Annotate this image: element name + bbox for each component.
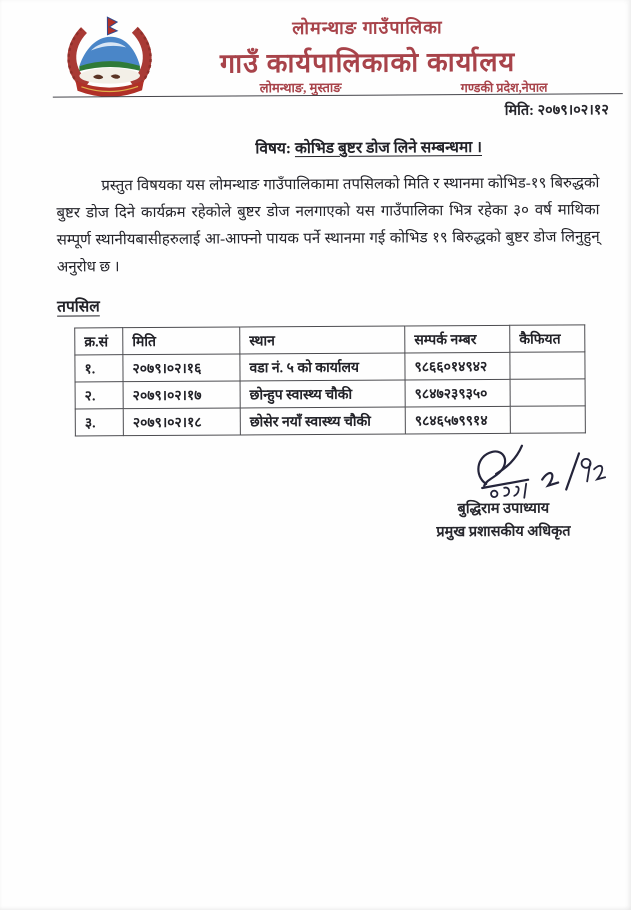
province-name: गण्डकी प्रदेश,नेपाल xyxy=(460,80,548,96)
cell-place: वडा नं. ५ को कार्यालय xyxy=(240,353,405,381)
cell-contact: ९८६६०१४९४२ xyxy=(405,352,510,380)
cell-date: २०७९।०२।१८ xyxy=(123,408,240,436)
signatory-name: बुद्धिराम उपाध्याय xyxy=(457,500,550,518)
subject-text: कोभिड बुष्टर डोज लिने सम्बन्धमा । xyxy=(294,138,483,158)
letterhead-text xyxy=(107,14,627,81)
cell-remarks xyxy=(510,352,585,379)
cell-date: २०७९।०२।१७ xyxy=(123,381,240,409)
header-place: स्थान xyxy=(240,326,405,354)
subject-line xyxy=(108,134,629,159)
header-contact: सम्पर्क नम्बर xyxy=(405,325,510,353)
date-label: मिति: xyxy=(504,102,535,119)
cell-serial: १. xyxy=(75,355,123,382)
cell-date: २०७९।०२।१६ xyxy=(123,354,240,382)
municipality-name: लोमन्थाङ गाउँपालिका xyxy=(292,17,443,39)
table-header-row xyxy=(75,325,585,355)
cell-serial: २. xyxy=(75,382,123,409)
cell-contact: ९८४६५७९९१४ xyxy=(405,406,510,434)
cell-remarks xyxy=(510,406,585,433)
header-date: मिति xyxy=(123,327,240,355)
letterhead xyxy=(0,0,629,99)
subject-label: विषय: xyxy=(255,140,292,158)
signatory-designation: प्रमुख प्रशासकीय अधिकृत xyxy=(436,523,571,541)
date-line xyxy=(0,99,629,123)
cell-contact: ९८४७२३९३५० xyxy=(405,379,510,407)
office-address: लोमन्थाङ, मुस्ताङ xyxy=(259,79,342,96)
signatory-block xyxy=(398,497,608,544)
cell-remarks xyxy=(510,379,585,406)
cell-place: छोन्हुप स्वास्थ्य चौकी xyxy=(240,380,405,408)
table-row xyxy=(75,379,585,409)
cell-place: छोसेर नयाँ स्वास्थ्य चौकी xyxy=(240,407,405,435)
schedule-table xyxy=(74,324,586,436)
header-serial: क्र.सं xyxy=(75,328,123,355)
table-row xyxy=(75,406,585,436)
header-remarks: कैफियत xyxy=(510,325,585,352)
date-value: २०७९।०२।१२ xyxy=(537,102,609,119)
office-name: गाउँ कार्यपालिकाको कार्यालय xyxy=(219,46,516,79)
signature-icon xyxy=(462,441,607,504)
signature-area xyxy=(0,433,631,567)
table-row xyxy=(75,352,585,382)
body-paragraph: प्रस्तुत विषयका यस लोमन्थाङ गाउँपालिकामा तपसिलको मिति र स्थानमा कोभिड-१९ बिरुद्धको बुष्टर डोज दिने कार्यक्रम रहेकोले बुष्टर डोज नलगाएको यस गाउँपालिका भित्र रहेका ३० वर्ष माथिका सम्पूर्ण स्थानीयबासीहरुलाई आ-आफ्नो पायक पर्ने स्थानमा गई कोभिड १९ बिरुद्धको बुष्टर डोज लिनुहुन् अनुरोध छ । xyxy=(56,175,600,276)
schedule-heading: तपसिल xyxy=(57,298,100,316)
cell-serial: ३. xyxy=(75,409,123,436)
